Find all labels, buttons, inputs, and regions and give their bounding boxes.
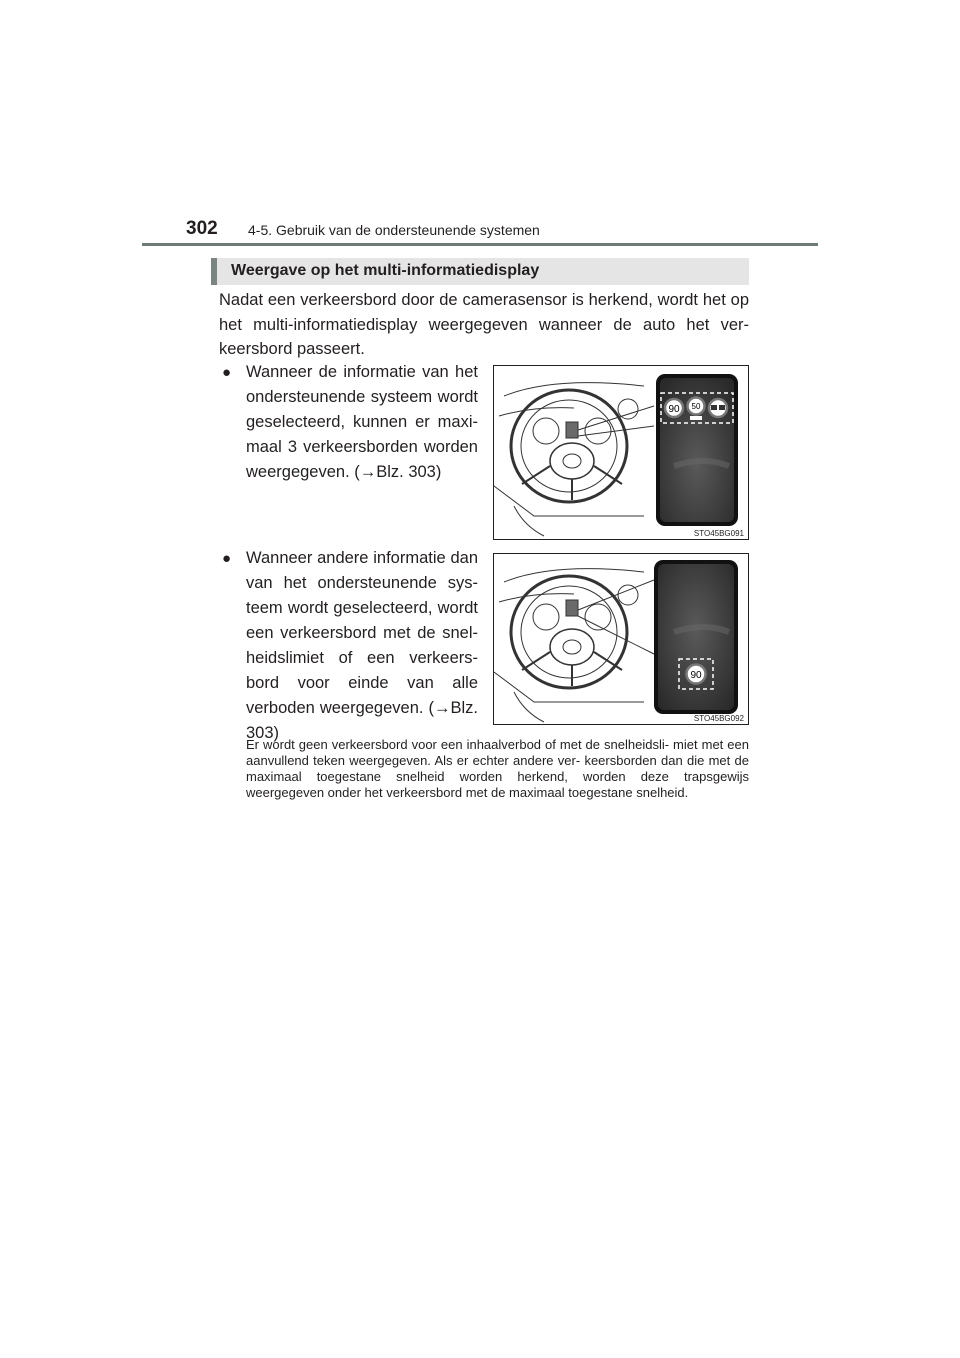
subheading-title: Weergave op het multi-informatiedisplay — [231, 262, 540, 279]
bullet-marker: ● — [222, 364, 232, 381]
dashboard-drawing — [494, 554, 748, 724]
bullet-item: Wanneer andere informatie dan van het ondersteunende sys- teem wordt geselecteerd, wordt een verkeersbord met de snel- heidslimiet of een verkeers- bord voor einde van alle verboden weergegeven. (→Blz. 303) — [246, 549, 478, 742]
svg-text:50: 50 — [691, 402, 701, 411]
svg-text:90: 90 — [690, 670, 702, 681]
note-paragraph: Er wordt geen verkeersbord voor een inhaalverbod of met de snelheidsli- miet met een aanvullend teken weergegeven. Als er echter andere ver- keersborden dan die met de maximaal toegestane snelheid worden herkend, worden deze trapsgewijs weergegeven onder het verkeersbord met de maximaal toegestane snelheid. — [246, 737, 749, 800]
bullet-marker: ● — [222, 550, 232, 567]
speed-limit-sign — [687, 665, 706, 684]
speed-limit-sign — [665, 399, 683, 417]
dashboard-illustration — [493, 365, 749, 540]
figure-code: STO45BG092 — [693, 714, 744, 723]
intro-paragraph: Nadat een verkeersbord door de camerasensor is herkend, wordt het op het multi-informatiedisplay weergegeven wanneer de auto het ver- keersbord passeert. — [219, 291, 749, 358]
dashboard-drawing — [494, 366, 748, 539]
page-number: 302 — [186, 218, 218, 239]
section-title: 4-5. Gebruik van de ondersteunende systemen — [248, 222, 540, 238]
dashboard-illustration — [493, 553, 749, 725]
speed-limit-supplementary-sign — [688, 398, 705, 421]
subheading-bar — [211, 258, 749, 285]
svg-text:90: 90 — [668, 404, 680, 415]
bullet-item: Wanneer de informatie van het ondersteunende systeem wordt geselecteerd, kunnen er maxi- maal 3 verkeersborden worden weergegeven. (→Blz. 303) — [246, 363, 478, 481]
header-rule — [142, 243, 818, 246]
figure-code: STO45BG091 — [693, 529, 744, 538]
no-overtaking-sign — [709, 399, 727, 417]
